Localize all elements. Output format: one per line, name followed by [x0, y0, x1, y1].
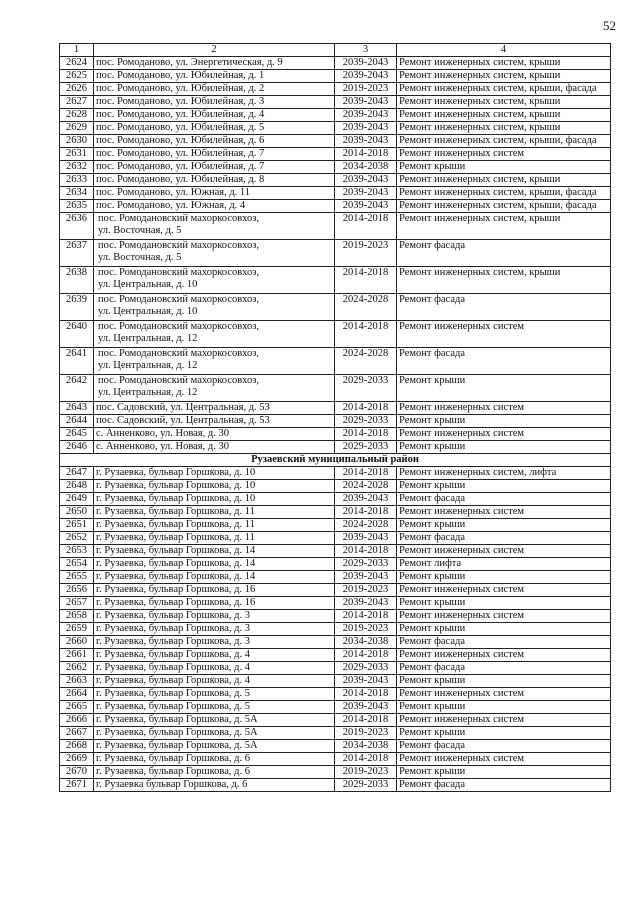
row-number: 2626 — [60, 83, 94, 96]
header-row — [60, 44, 611, 57]
row-number: 2666 — [60, 714, 94, 727]
table-row — [60, 623, 611, 636]
table-row — [60, 428, 611, 441]
work-type-cell: Ремонт крыши — [397, 480, 611, 493]
address-cell: г. Рузаевка, бульвар Горшкова, д. 14 — [94, 558, 335, 571]
address-cell: с. Анненково, ул. Новая, д. 30 — [94, 428, 335, 441]
period-cell: 2014-2018 — [335, 714, 397, 727]
row-number: 2654 — [60, 558, 94, 571]
row-number: 2670 — [60, 766, 94, 779]
period-cell: 2029-2033 — [335, 441, 397, 454]
address-cell: пос. Ромоданово, ул. Юбилейная, д. 7 — [94, 161, 335, 174]
row-number: 2667 — [60, 727, 94, 740]
table-row — [60, 558, 611, 571]
work-type-cell: Ремонт крыши — [397, 701, 611, 714]
work-type-cell: Ремонт инженерных систем, крыши — [397, 174, 611, 187]
row-number: 2649 — [60, 493, 94, 506]
row-number: 2642 — [60, 375, 94, 402]
row-number: 2630 — [60, 135, 94, 148]
row-number: 2645 — [60, 428, 94, 441]
table-row — [60, 779, 611, 792]
period-cell: 2039-2043 — [335, 675, 397, 688]
row-number: 2669 — [60, 753, 94, 766]
page-number: 52 — [603, 18, 616, 33]
work-type-cell: Ремонт фасада — [397, 662, 611, 675]
work-type-cell: Ремонт инженерных систем, крыши — [397, 70, 611, 83]
period-cell: 2014-2018 — [335, 467, 397, 480]
period-cell: 2014-2018 — [335, 213, 397, 240]
period-cell: 2039-2043 — [335, 96, 397, 109]
row-number: 2650 — [60, 506, 94, 519]
work-type-cell: Ремонт инженерных систем — [397, 428, 611, 441]
period-cell: 2034-2038 — [335, 161, 397, 174]
row-number: 2655 — [60, 571, 94, 584]
address-cell: г. Рузаевка, бульвар Горшкова, д. 5 — [94, 701, 335, 714]
table-row — [60, 294, 611, 321]
row-number: 2662 — [60, 662, 94, 675]
period-cell: 2014-2018 — [335, 321, 397, 348]
row-number: 2671 — [60, 779, 94, 792]
address-cell: г. Рузаевка бульвар Горшкова, д. 6 — [94, 779, 335, 792]
work-type-cell: Ремонт крыши — [397, 161, 611, 174]
address-cell: г. Рузаевка, бульвар Горшкова, д. 5А — [94, 727, 335, 740]
work-type-cell: Ремонт фасада — [397, 532, 611, 545]
work-type-cell: Ремонт инженерных систем — [397, 545, 611, 558]
period-cell: 2014-2018 — [335, 148, 397, 161]
row-number: 2628 — [60, 109, 94, 122]
work-type-cell: Ремонт крыши — [397, 571, 611, 584]
address-line-1: пос. Ромодановский махоркосовхоз, — [98, 294, 260, 305]
row-number: 2647 — [60, 467, 94, 480]
row-number: 2661 — [60, 649, 94, 662]
address-cell: г. Рузаевка, бульвар Горшкова, д. 14 — [94, 545, 335, 558]
period-cell: 2039-2043 — [335, 70, 397, 83]
table-row — [60, 480, 611, 493]
period-cell: 2029-2033 — [335, 662, 397, 675]
work-type-cell: Ремонт инженерных систем, крыши — [397, 96, 611, 109]
row-number: 2624 — [60, 57, 94, 70]
work-type-cell: Ремонт лифта — [397, 558, 611, 571]
work-type-cell: Ремонт крыши — [397, 623, 611, 636]
row-number: 2668 — [60, 740, 94, 753]
table-row — [60, 96, 611, 109]
table-row — [60, 441, 611, 454]
address-cell: пос. Садовский, ул. Центральная, д. 53 — [94, 415, 335, 428]
work-type-cell: Ремонт инженерных систем — [397, 321, 611, 348]
address-cell: г. Рузаевка, бульвар Горшкова, д. 10 — [94, 467, 335, 480]
row-number: 2640 — [60, 321, 94, 348]
table-row — [60, 57, 611, 70]
row-number: 2629 — [60, 122, 94, 135]
row-number: 2637 — [60, 240, 94, 267]
table-row — [60, 200, 611, 213]
address-cell: пос. Ромоданово, ул. Юбилейная, д. 2 — [94, 83, 335, 96]
work-type-cell: Ремонт фасада — [397, 294, 611, 321]
period-cell: 2039-2043 — [335, 135, 397, 148]
address-cell: г. Рузаевка, бульвар Горшкова, д. 6 — [94, 753, 335, 766]
address-cell: пос. Ромоданово, ул. Юбилейная, д. 5 — [94, 122, 335, 135]
work-type-cell: Ремонт инженерных систем — [397, 649, 611, 662]
address-cell: г. Рузаевка, бульвар Горшкова, д. 4 — [94, 649, 335, 662]
row-number: 2648 — [60, 480, 94, 493]
address-cell — [94, 321, 335, 348]
address-cell: г. Рузаевка, бульвар Горшкова, д. 5А — [94, 714, 335, 727]
table-row — [60, 109, 611, 122]
row-number: 2658 — [60, 610, 94, 623]
address-cell — [94, 213, 335, 240]
period-cell: 2039-2043 — [335, 532, 397, 545]
address-line-2: ул. Восточная, д. 5 — [98, 252, 182, 263]
table-row — [60, 597, 611, 610]
address-line-1: пос. Ромодановский махоркосовхоз, — [98, 375, 260, 386]
table-row — [60, 493, 611, 506]
row-number: 2634 — [60, 187, 94, 200]
table-row — [60, 467, 611, 480]
row-number: 2633 — [60, 174, 94, 187]
section-header-row — [60, 454, 611, 467]
address-cell: г. Рузаевка, бульвар Горшкова, д. 3 — [94, 610, 335, 623]
address-cell: г. Рузаевка, бульвар Горшкова, д. 10 — [94, 480, 335, 493]
address-cell — [94, 294, 335, 321]
address-cell: г. Рузаевка, бульвар Горшкова, д. 5 — [94, 688, 335, 701]
table-row — [60, 753, 611, 766]
period-cell: 2019-2023 — [335, 240, 397, 267]
table-row — [60, 83, 611, 96]
address-line-1: пос. Ромодановский махоркосовхоз, — [98, 267, 260, 278]
work-type-cell: Ремонт инженерных систем, крыши, фасада — [397, 135, 611, 148]
table-row — [60, 161, 611, 174]
work-type-cell: Ремонт инженерных систем — [397, 506, 611, 519]
work-type-cell: Ремонт фасада — [397, 493, 611, 506]
table-row — [60, 402, 611, 415]
repair-schedule-table — [59, 43, 611, 792]
address-cell: г. Рузаевка, бульвар Горшкова, д. 14 — [94, 571, 335, 584]
period-cell: 2019-2023 — [335, 766, 397, 779]
address-cell: пос. Ромоданово, ул. Энергетическая, д. 9 — [94, 57, 335, 70]
period-cell: 2039-2043 — [335, 122, 397, 135]
period-cell: 2039-2043 — [335, 187, 397, 200]
address-line-1: пос. Ромодановский махоркосовхоз, — [98, 348, 260, 359]
work-type-cell: Ремонт инженерных систем, крыши, фасада — [397, 83, 611, 96]
table-row — [60, 187, 611, 200]
row-number: 2636 — [60, 213, 94, 240]
address-cell: г. Рузаевка, бульвар Горшкова, д. 16 — [94, 584, 335, 597]
period-cell: 2014-2018 — [335, 506, 397, 519]
row-number: 2651 — [60, 519, 94, 532]
work-type-cell: Ремонт инженерных систем, крыши — [397, 267, 611, 294]
table-row — [60, 321, 611, 348]
period-cell: 2039-2043 — [335, 200, 397, 213]
table-row — [60, 766, 611, 779]
period-cell: 2019-2023 — [335, 83, 397, 96]
table-row — [60, 70, 611, 83]
table-row — [60, 148, 611, 161]
address-line-1: пос. Ромодановский махоркосовхоз, — [98, 321, 260, 332]
work-type-cell: Ремонт фасада — [397, 636, 611, 649]
address-cell: г. Рузаевка, бульвар Горшкова, д. 10 — [94, 493, 335, 506]
row-number: 2646 — [60, 441, 94, 454]
row-number: 2635 — [60, 200, 94, 213]
row-number: 2659 — [60, 623, 94, 636]
period-cell: 2039-2043 — [335, 174, 397, 187]
period-cell: 2029-2033 — [335, 779, 397, 792]
address-cell: пос. Ромоданово, ул. Юбилейная, д. 3 — [94, 96, 335, 109]
address-cell: пос. Ромоданово, ул. Южная, д. 4 — [94, 200, 335, 213]
period-cell: 2039-2043 — [335, 57, 397, 70]
period-cell: 2029-2033 — [335, 375, 397, 402]
period-cell: 2039-2043 — [335, 571, 397, 584]
table-row — [60, 375, 611, 402]
work-type-cell: Ремонт крыши — [397, 415, 611, 428]
period-cell: 2014-2018 — [335, 545, 397, 558]
address-cell: пос. Ромоданово, ул. Юбилейная, д. 8 — [94, 174, 335, 187]
work-type-cell: Ремонт крыши — [397, 727, 611, 740]
address-cell: пос. Ромоданово, ул. Юбилейная, д. 7 — [94, 148, 335, 161]
period-cell: 2029-2033 — [335, 415, 397, 428]
table-row — [60, 122, 611, 135]
period-cell: 2029-2033 — [335, 558, 397, 571]
district-title: Рузаевский муниципальный район — [60, 454, 611, 467]
row-number: 2665 — [60, 701, 94, 714]
row-number: 2632 — [60, 161, 94, 174]
work-type-cell: Ремонт фасада — [397, 740, 611, 753]
address-cell: г. Рузаевка, бульвар Горшкова, д. 4 — [94, 675, 335, 688]
period-cell: 2039-2043 — [335, 109, 397, 122]
work-type-cell: Ремонт крыши — [397, 597, 611, 610]
period-cell: 2039-2043 — [335, 701, 397, 714]
header-col-1: 1 — [60, 44, 94, 57]
address-line-2: ул. Центральная, д. 12 — [98, 333, 198, 344]
work-type-cell: Ремонт инженерных систем — [397, 714, 611, 727]
work-type-cell: Ремонт инженерных систем — [397, 610, 611, 623]
table-row — [60, 506, 611, 519]
table-row — [60, 213, 611, 240]
period-cell: 2019-2023 — [335, 584, 397, 597]
table-row — [60, 649, 611, 662]
address-cell: пос. Ромоданово, ул. Юбилейная, д. 1 — [94, 70, 335, 83]
row-number: 2643 — [60, 402, 94, 415]
table-row — [60, 532, 611, 545]
work-type-cell: Ремонт фасада — [397, 348, 611, 375]
table-row — [60, 519, 611, 532]
address-cell: пос. Ромоданово, ул. Юбилейная, д. 4 — [94, 109, 335, 122]
table-row — [60, 714, 611, 727]
work-type-cell: Ремонт фасада — [397, 779, 611, 792]
period-cell: 2014-2018 — [335, 688, 397, 701]
table-row — [60, 727, 611, 740]
period-cell: 2039-2043 — [335, 597, 397, 610]
address-cell: г. Рузаевка, бульвар Горшкова, д. 11 — [94, 506, 335, 519]
work-type-cell: Ремонт инженерных систем, крыши, фасада — [397, 187, 611, 200]
period-cell: 2014-2018 — [335, 610, 397, 623]
work-type-cell: Ремонт инженерных систем, лифта — [397, 467, 611, 480]
address-cell: г. Рузаевка, бульвар Горшкова, д. 3 — [94, 636, 335, 649]
row-number: 2664 — [60, 688, 94, 701]
period-cell: 2034-2038 — [335, 740, 397, 753]
row-number: 2639 — [60, 294, 94, 321]
address-cell — [94, 375, 335, 402]
table-row — [60, 267, 611, 294]
work-type-cell: Ремонт инженерных систем, крыши — [397, 213, 611, 240]
table-row — [60, 584, 611, 597]
address-cell: г. Рузаевка, бульвар Горшкова, д. 4 — [94, 662, 335, 675]
table-row — [60, 688, 611, 701]
work-type-cell: Ремонт инженерных систем, крыши — [397, 122, 611, 135]
address-line-2: ул. Центральная, д. 10 — [98, 306, 198, 317]
table-row — [60, 610, 611, 623]
table-row — [60, 348, 611, 375]
period-cell: 2024-2028 — [335, 348, 397, 375]
work-type-cell: Ремонт крыши — [397, 675, 611, 688]
table-row — [60, 545, 611, 558]
row-number: 2660 — [60, 636, 94, 649]
address-cell — [94, 267, 335, 294]
period-cell: 2019-2023 — [335, 727, 397, 740]
address-line-1: пос. Ромодановский махоркосовхоз, — [98, 240, 260, 251]
address-line-2: ул. Восточная, д. 5 — [98, 225, 182, 236]
header-col-4: 4 — [397, 44, 611, 57]
work-type-cell: Ремонт крыши — [397, 519, 611, 532]
work-type-cell: Ремонт крыши — [397, 766, 611, 779]
address-line-2: ул. Центральная, д. 10 — [98, 279, 198, 290]
table-row — [60, 135, 611, 148]
period-cell: 2019-2023 — [335, 623, 397, 636]
row-number: 2656 — [60, 584, 94, 597]
address-cell: г. Рузаевка, бульвар Горшкова, д. 11 — [94, 532, 335, 545]
table-row — [60, 240, 611, 267]
address-cell — [94, 348, 335, 375]
work-type-cell: Ремонт инженерных систем — [397, 584, 611, 597]
period-cell: 2039-2043 — [335, 493, 397, 506]
address-cell: г. Рузаевка, бульвар Горшкова, д. 11 — [94, 519, 335, 532]
row-number: 2627 — [60, 96, 94, 109]
address-cell: г. Рузаевка, бульвар Горшкова, д. 3 — [94, 623, 335, 636]
address-cell: с. Анненково, ул. Новая, д. 30 — [94, 441, 335, 454]
header-col-2: 2 — [94, 44, 335, 57]
table-row — [60, 415, 611, 428]
period-cell: 2014-2018 — [335, 402, 397, 415]
table-row — [60, 675, 611, 688]
row-number: 2638 — [60, 267, 94, 294]
row-number: 2644 — [60, 415, 94, 428]
work-type-cell: Ремонт инженерных систем — [397, 753, 611, 766]
address-cell — [94, 240, 335, 267]
work-type-cell: Ремонт фасада — [397, 240, 611, 267]
period-cell: 2034-2038 — [335, 636, 397, 649]
row-number: 2625 — [60, 70, 94, 83]
work-type-cell: Ремонт крыши — [397, 441, 611, 454]
row-number: 2641 — [60, 348, 94, 375]
table-row — [60, 636, 611, 649]
table-row — [60, 662, 611, 675]
period-cell: 2024-2028 — [335, 294, 397, 321]
address-cell: пос. Ромоданово, ул. Юбилейная, д. 6 — [94, 135, 335, 148]
address-cell: г. Рузаевка, бульвар Горшкова, д. 16 — [94, 597, 335, 610]
address-line-1: пос. Ромодановский махоркосовхоз, — [98, 213, 260, 224]
row-number: 2652 — [60, 532, 94, 545]
address-cell: пос. Садовский, ул. Центральная, д. 53 — [94, 402, 335, 415]
period-cell: 2014-2018 — [335, 753, 397, 766]
row-number: 2631 — [60, 148, 94, 161]
work-type-cell: Ремонт инженерных систем, крыши — [397, 109, 611, 122]
period-cell: 2024-2028 — [335, 480, 397, 493]
table-row — [60, 571, 611, 584]
row-number: 2663 — [60, 675, 94, 688]
table-row — [60, 174, 611, 187]
work-type-cell: Ремонт инженерных систем, крыши, фасада — [397, 200, 611, 213]
table-row — [60, 740, 611, 753]
work-type-cell: Ремонт крыши — [397, 375, 611, 402]
work-type-cell: Ремонт инженерных систем — [397, 148, 611, 161]
address-cell: пос. Ромоданово, ул. Южная, д. 11 — [94, 187, 335, 200]
period-cell: 2024-2028 — [335, 519, 397, 532]
address-cell: г. Рузаевка, бульвар Горшкова, д. 5А — [94, 740, 335, 753]
address-line-2: ул. Центральная, д. 12 — [98, 360, 198, 371]
address-line-2: ул. Центральная, д. 12 — [98, 387, 198, 398]
address-cell: г. Рузаевка, бульвар Горшкова, д. 6 — [94, 766, 335, 779]
period-cell: 2014-2018 — [335, 428, 397, 441]
table-body — [60, 57, 611, 792]
row-number: 2657 — [60, 597, 94, 610]
period-cell: 2014-2018 — [335, 649, 397, 662]
row-number: 2653 — [60, 545, 94, 558]
table-row — [60, 701, 611, 714]
header-col-3: 3 — [335, 44, 397, 57]
work-type-cell: Ремонт инженерных систем — [397, 402, 611, 415]
period-cell: 2014-2018 — [335, 267, 397, 294]
work-type-cell: Ремонт инженерных систем — [397, 688, 611, 701]
work-type-cell: Ремонт инженерных систем, крыши — [397, 57, 611, 70]
